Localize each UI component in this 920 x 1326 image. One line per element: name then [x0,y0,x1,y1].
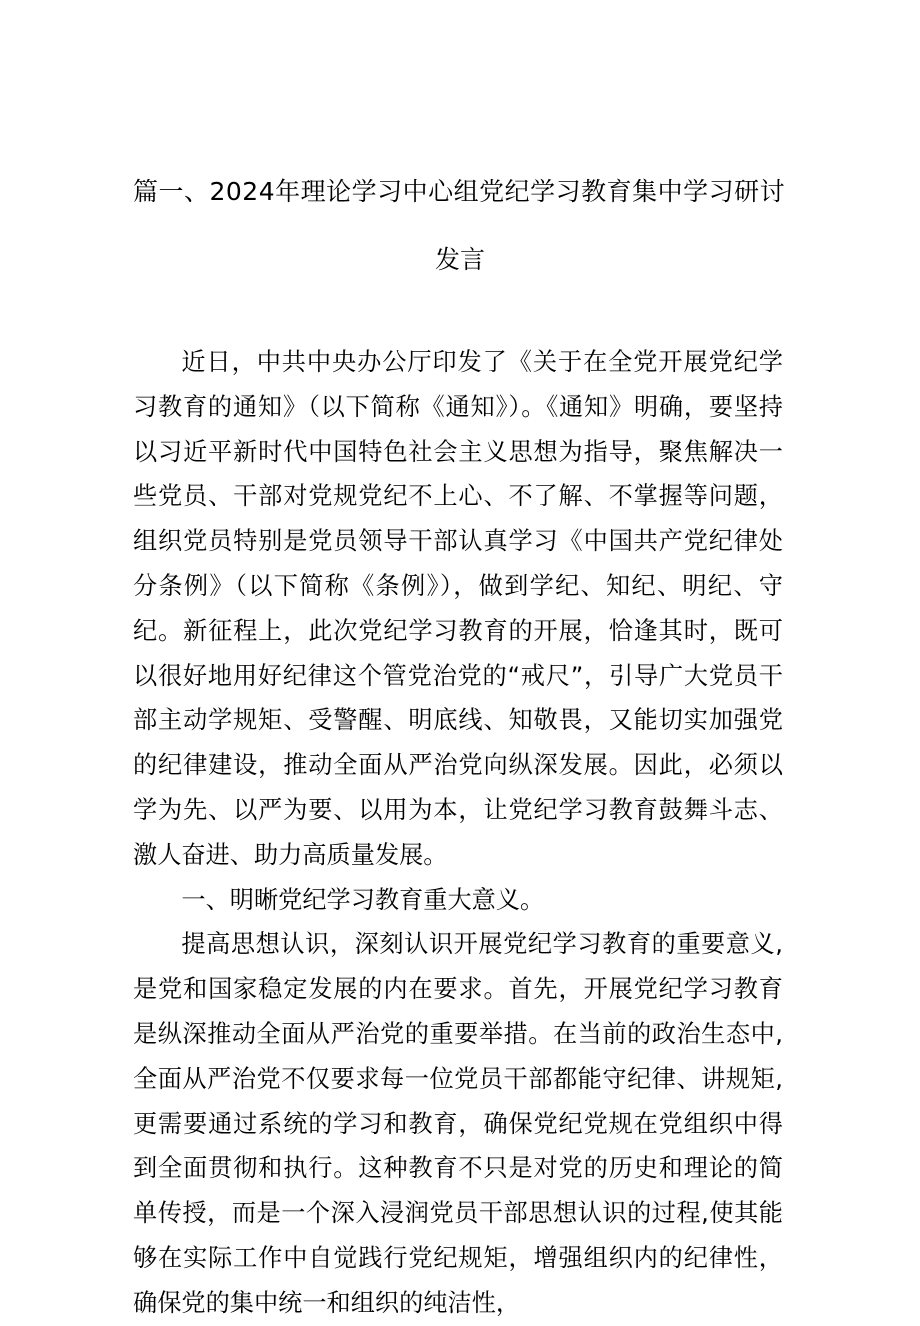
document-title-continuation: 发言 [434,245,485,274]
document-body [133,340,783,1326]
document-title: 篇一、2024年理论学习中心组党纪学习教育集中学习研讨 [133,177,786,206]
paragraph-section-1: 提高思想认识，深刻认识开展党纪学习教育的重要意义,是党和国家稳定发展的内在要求。首先，开展党纪学习教育是纵深推动全面从严治党的重要举措。在当前的政治生态中,全面从严治党不仅要求每一位党员干部都能守纪律、讲规矩,更需要通过系统的学习和教育，确保党纪党规在党组织中得到全面贯彻和执行。这种教育不只是对党的历史和理论的简单传授，而是一个深入浸润党员干部思想认识的过程,使其能够在实际工作中自觉践行党纪规矩，增强组织内的纪律性，确保党的集中统一和组织的纯洁性， [133,930,783,1317]
paragraph-intro: 近日，中共中央办公厅印发了《关于在全党开展党纪学习教育的通知》（以下简称《通知》）。《通知》明确，要坚持以习近平新时代中国特色社会主义思想为指导，聚焦解决一些党员、干部对党规党纪不上心、不了解、不掌握等问题，组织党员特别是党员领导干部认真学习《中国共产党纪律处分条例》（以下简称《条例》），做到学纪、知纪、明纪、守纪。新征程上，此次党纪学习教育的开展，恰逢其时，既可以很好地用好纪律这个管党治党的“戒尺”，引导广大党员干部主动学规矩、受警醒、明底线、知敬畏，又能切实加强党的纪律建设，推动全面从严治党向纵深发展。因此，必须以学为先、以严为要、以用为本，让党纪学习教育鼓舞斗志、激人奋进、助力高质量发展。 [133,348,783,869]
section-heading: 一、明晰党纪学习教育重大意义。 [181,885,545,914]
